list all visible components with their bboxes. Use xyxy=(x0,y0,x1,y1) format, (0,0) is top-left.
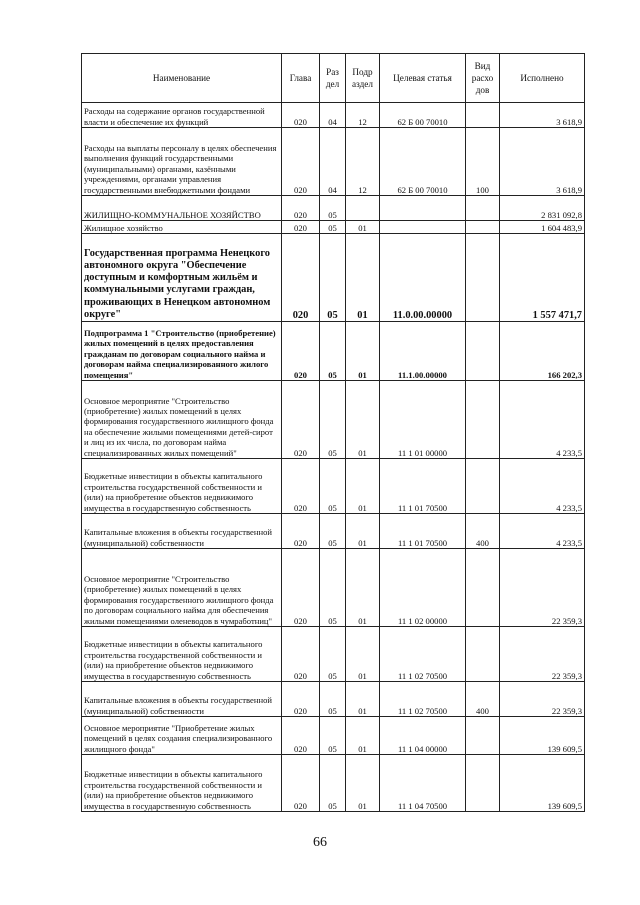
row-section: 05 xyxy=(320,381,346,459)
row-executed: 3 618,9 xyxy=(500,103,585,128)
table-header-row xyxy=(82,54,585,103)
row-target: 11.1.00.00000 xyxy=(380,322,466,381)
row-chapter: 020 xyxy=(282,514,320,549)
row-target: 11 1 02 70500 xyxy=(380,627,466,682)
header-subsection: Подр аздел xyxy=(346,54,380,103)
row-section: 04 xyxy=(320,103,346,128)
row-type xyxy=(466,755,500,812)
row-target: 11 1 01 70500 xyxy=(380,459,466,514)
row-executed: 166 202,3 xyxy=(500,322,585,381)
row-name: Расходы на содержание органов государственной власти и обеспечение их функций xyxy=(82,103,282,128)
row-chapter: 020 xyxy=(282,221,320,234)
header-target: Целевая статья xyxy=(380,54,466,103)
row-executed: 139 609,5 xyxy=(500,717,585,755)
row-type xyxy=(466,322,500,381)
row-type xyxy=(466,196,500,221)
row-chapter: 020 xyxy=(282,682,320,717)
row-target xyxy=(380,221,466,234)
row-subsection: 01 xyxy=(346,221,380,234)
budget-table xyxy=(81,53,585,812)
row-type xyxy=(466,627,500,682)
row-section: 05 xyxy=(320,459,346,514)
row-section: 05 xyxy=(320,682,346,717)
row-type: 400 xyxy=(466,682,500,717)
page-number: 66 xyxy=(313,835,327,850)
row-subsection: 12 xyxy=(346,128,380,196)
row-target: 11 1 04 70500 xyxy=(380,755,466,812)
header-expense-type: Вид расхо дов xyxy=(466,54,500,103)
row-executed: 2 831 092,8 xyxy=(500,196,585,221)
row-executed: 1 557 471,7 xyxy=(500,234,585,322)
row-subsection: 01 xyxy=(346,514,380,549)
row-subsection: 01 xyxy=(346,755,380,812)
row-subsection: 12 xyxy=(346,103,380,128)
row-subsection: 01 xyxy=(346,459,380,514)
table-row xyxy=(82,103,585,128)
row-section: 05 xyxy=(320,322,346,381)
row-target: 11 1 02 70500 xyxy=(380,682,466,717)
row-target: 62 Б 00 70010 xyxy=(380,103,466,128)
row-section: 05 xyxy=(320,549,346,627)
row-executed: 139 609,5 xyxy=(500,755,585,812)
row-chapter: 020 xyxy=(282,717,320,755)
row-target: 11 1 02 00000 xyxy=(380,549,466,627)
row-target: 11 1 04 00000 xyxy=(380,717,466,755)
row-executed: 22 359,3 xyxy=(500,627,585,682)
table-row xyxy=(82,682,585,717)
row-chapter: 020 xyxy=(282,549,320,627)
row-target: 11 1 01 00000 xyxy=(380,381,466,459)
table-row xyxy=(82,514,585,549)
row-chapter: 020 xyxy=(282,381,320,459)
row-section: 05 xyxy=(320,221,346,234)
row-subsection: 01 xyxy=(346,234,380,322)
row-type xyxy=(466,103,500,128)
row-type xyxy=(466,234,500,322)
row-name: Основное мероприятие "Строительство (приобретение) жилых помещений в целях формирования государственного жилищного фонда по договорам социального найма для обеспечения жилыми помещениями оленеводов в чумработниц" xyxy=(82,549,282,627)
row-executed: 1 604 483,9 xyxy=(500,221,585,234)
table-row xyxy=(82,322,585,381)
header-chapter: Глава xyxy=(282,54,320,103)
row-chapter: 020 xyxy=(282,103,320,128)
row-executed: 22 359,3 xyxy=(500,682,585,717)
table-row xyxy=(82,128,585,196)
table-row xyxy=(82,549,585,627)
row-executed: 4 233,5 xyxy=(500,514,585,549)
row-subsection: 01 xyxy=(346,322,380,381)
row-executed: 3 618,9 xyxy=(500,128,585,196)
row-target xyxy=(380,196,466,221)
row-chapter: 020 xyxy=(282,755,320,812)
row-name: Подпрограмма 1 "Строительство (приобретение) жилых помещений в целях предоставления гражданам по договорам социального найма и договорам найма специализированного жилого помещения" xyxy=(82,322,282,381)
row-type xyxy=(466,459,500,514)
row-subsection: 01 xyxy=(346,682,380,717)
row-name: Основное мероприятие "Строительство (приобретение) жилых помещений в целях формирования государственного жилищного фонда на обеспечение жилыми помещениями детей-сирот и лиц из их числа, по договорам найма специализированных жилых помещений" xyxy=(82,381,282,459)
row-name: Бюджетные инвестиции в объекты капитального строительства государственной собственности и (или) на приобретение объектов недвижимого имущества в государственную собственность xyxy=(82,755,282,812)
table-row xyxy=(82,755,585,812)
row-chapter: 020 xyxy=(282,196,320,221)
row-name: Расходы на выплаты персоналу в целях обеспечения выполнения функций государственными (муниципальными) органами, казёнными учреждениями, органами управления государственными внебюджетными фондами xyxy=(82,128,282,196)
row-section: 05 xyxy=(320,717,346,755)
row-type xyxy=(466,549,500,627)
row-chapter: 020 xyxy=(282,459,320,514)
row-section: 05 xyxy=(320,627,346,682)
row-chapter: 020 xyxy=(282,322,320,381)
row-section: 05 xyxy=(320,755,346,812)
row-subsection: 01 xyxy=(346,717,380,755)
row-name: Жилищное хозяйство xyxy=(82,221,282,234)
row-target: 11 1 01 70500 xyxy=(380,514,466,549)
header-name: Наименование xyxy=(82,54,282,103)
table-row xyxy=(82,234,585,322)
row-chapter: 020 xyxy=(282,627,320,682)
table-row xyxy=(82,459,585,514)
row-executed: 22 359,3 xyxy=(500,549,585,627)
row-section: 05 xyxy=(320,514,346,549)
row-target: 62 Б 00 70010 xyxy=(380,128,466,196)
row-subsection: 01 xyxy=(346,627,380,682)
row-target: 11.0.00.00000 xyxy=(380,234,466,322)
row-name: Бюджетные инвестиции в объекты капитального строительства государственной собственности и (или) на приобретение объектов недвижимого имущества в государственную собственность xyxy=(82,627,282,682)
row-subsection xyxy=(346,196,380,221)
row-name: Бюджетные инвестиции в объекты капитального строительства государственной собственности и (или) на приобретение объектов недвижимого имущества в государственную собственность xyxy=(82,459,282,514)
row-executed: 4 233,5 xyxy=(500,381,585,459)
row-name: ЖИЛИЩНО-КОММУНАЛЬНОЕ ХОЗЯЙСТВО xyxy=(82,196,282,221)
row-type xyxy=(466,717,500,755)
row-executed: 4 233,5 xyxy=(500,459,585,514)
row-type: 100 xyxy=(466,128,500,196)
header-executed: Исполнено xyxy=(500,54,585,103)
row-section: 05 xyxy=(320,196,346,221)
row-name: Государственная программа Ненецкого автономного округа "Обеспечение доступным и комфортным жильём и коммунальными услугами граждан, проживающих в Ненецком автономном округе" xyxy=(82,234,282,322)
row-subsection: 01 xyxy=(346,381,380,459)
table-row xyxy=(82,221,585,234)
row-chapter: 020 xyxy=(282,128,320,196)
row-type xyxy=(466,381,500,459)
table-row xyxy=(82,196,585,221)
table-row xyxy=(82,717,585,755)
row-name: Основное мероприятие "Приобретение жилых помещений в целях создания специализированного жилищного фонда" xyxy=(82,717,282,755)
row-name: Капитальные вложения в объекты государственной (муниципальной) собственности xyxy=(82,682,282,717)
row-section: 04 xyxy=(320,128,346,196)
table-row xyxy=(82,627,585,682)
row-type: 400 xyxy=(466,514,500,549)
header-section: Раз дел xyxy=(320,54,346,103)
row-name: Капитальные вложения в объекты государственной (муниципальной) собственности xyxy=(82,514,282,549)
row-subsection: 01 xyxy=(346,549,380,627)
table-row xyxy=(82,381,585,459)
row-type xyxy=(466,221,500,234)
row-section: 05 xyxy=(320,234,346,322)
row-chapter: 020 xyxy=(282,234,320,322)
